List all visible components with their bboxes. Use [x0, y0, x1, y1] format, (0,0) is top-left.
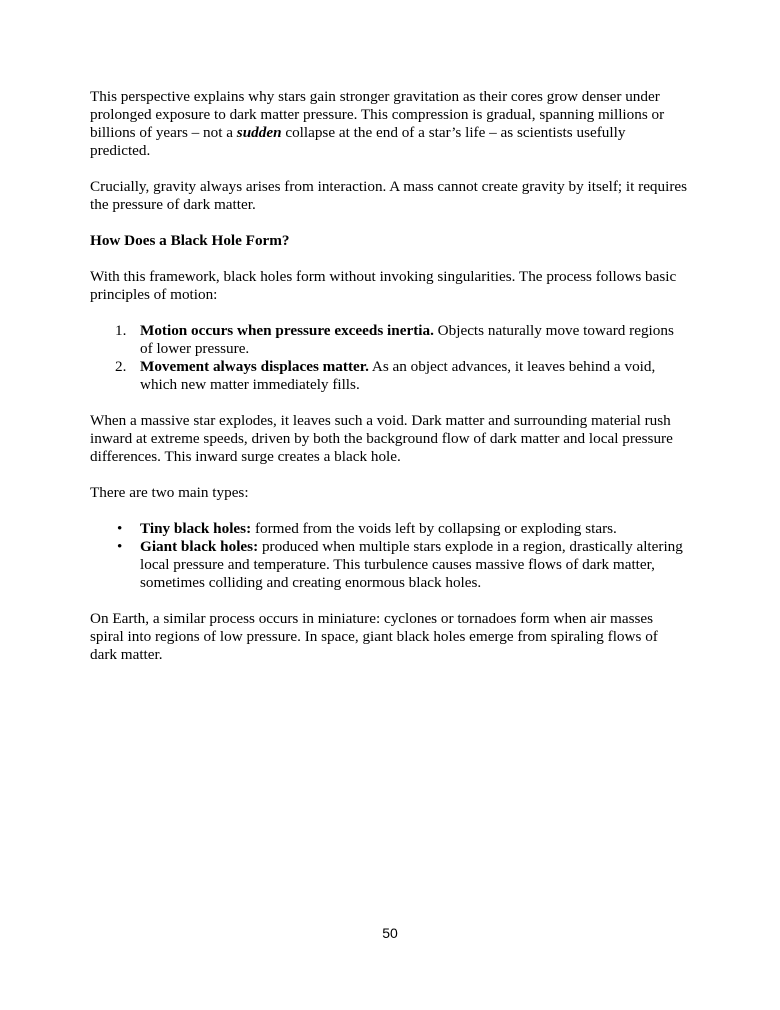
bullet-icon: • — [117, 520, 123, 537]
page-footer — [0, 925, 780, 941]
paragraph-perspective-text-1: This perspective explains why stars gain stronger gravitation as their cores grow denser under prolonged exposure to dark matter pressure. This compression is gradual, spanning millions or billions of years – not a — [90, 88, 665, 141]
list-number-2: 2. — [115, 358, 127, 375]
paragraph-earth-analogy: On Earth, a similar process occurs in miniature: cyclones or tornadoes form when air masses spiral into regions of low pressure. In space, giant black holes emerge from spiraling flows of dark matter. — [90, 610, 658, 663]
numbered-item-2-lead: Movement always displaces matter. — [140, 358, 369, 375]
section-heading-black-hole-form: How Does a Black Hole Form? — [90, 232, 290, 249]
paragraph-two-main-types: There are two main types: — [90, 484, 249, 501]
paragraph-massive-star: When a massive star explodes, it leaves such a void. Dark matter and surrounding material rush inward at extreme speeds, driven by both the background flow of dark matter and local pressure differences. This inward surge creates a black hole. — [90, 412, 673, 465]
numbered-item-2-text: As an object advances, it leaves behind a void, which new matter immediately fills. — [140, 358, 656, 393]
emphasis-sudden: sudden — [236, 124, 282, 141]
numbered-list-item-1 — [90, 322, 688, 358]
bullet-list-black-hole-types — [90, 520, 688, 592]
numbered-list-item-2 — [90, 358, 688, 394]
paragraph-perspective — [90, 88, 688, 160]
numbered-list-motion-principles — [90, 322, 688, 394]
numbered-item-1-lead: Motion occurs when pressure exceeds inertia. — [140, 322, 434, 339]
paragraph-framework: With this framework, black holes form without invoking singularities. The process follows basic principles of motion: — [90, 268, 677, 303]
bullet-item-tiny-lead: Tiny black holes: — [140, 520, 252, 537]
page-number: 50 — [382, 925, 398, 941]
document-body — [90, 88, 688, 682]
numbered-item-1-text: Objects naturally move toward regions of lower pressure. — [140, 322, 674, 357]
bullet-item-tiny-text: formed from the voids left by collapsing or exploding stars. — [251, 520, 617, 537]
paragraph-perspective-text-2: collapse at the end of a star’s life – as scientists usefully predicted. — [90, 124, 626, 159]
paragraph-gravity-interaction: Crucially, gravity always arises from interaction. A mass cannot create gravity by itself; it requires the pressure of dark matter. — [90, 178, 688, 213]
bullet-item-giant-lead: Giant black holes: — [140, 538, 259, 555]
bullet-item-giant-text: produced when multiple stars explode in a region, drastically altering local pressure and temperature. This turbulence causes massive flows of dark matter, sometimes colliding and creating enormous black holes. — [140, 538, 683, 591]
list-number-1: 1. — [115, 322, 127, 339]
bullet-icon: • — [117, 538, 123, 555]
bullet-list-item-giant — [90, 538, 688, 592]
bullet-list-item-tiny — [90, 520, 688, 538]
